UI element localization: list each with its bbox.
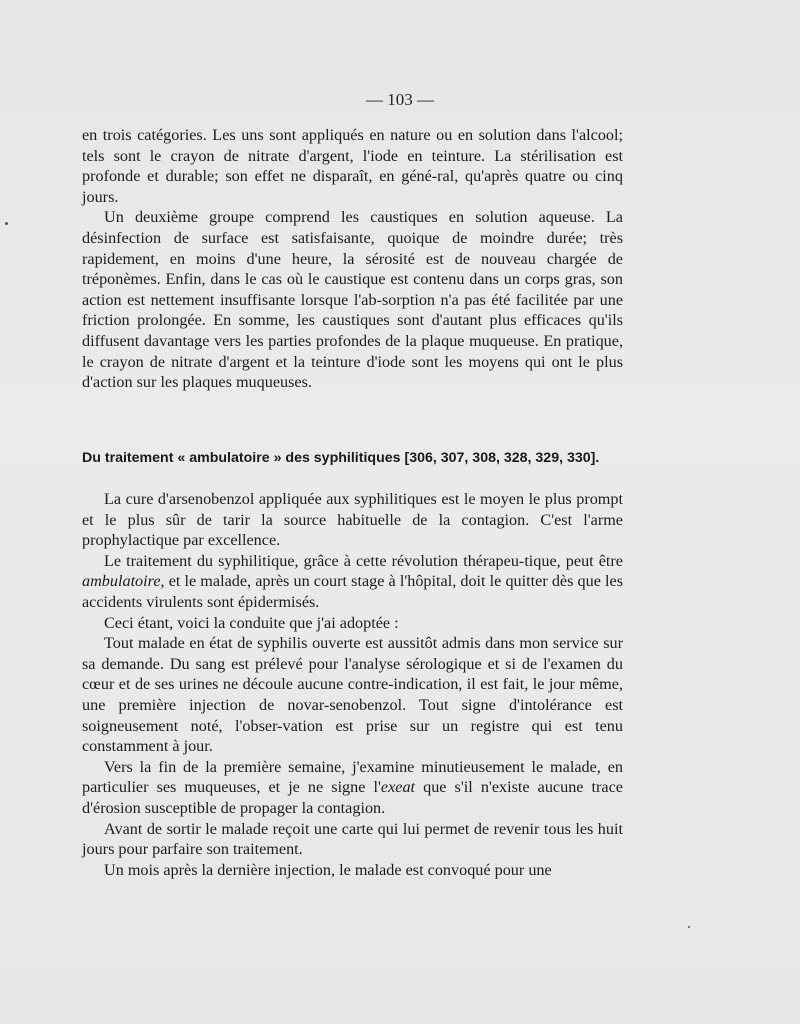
italic-term: exeat bbox=[380, 778, 416, 797]
paragraph bbox=[82, 757, 623, 819]
paragraph: Avant de sortir le malade reçoit une carte qui lui permet de revenir tous les huit jours pour parfaire son traitement. bbox=[82, 819, 623, 859]
text-block-top bbox=[82, 125, 623, 393]
paragraph: Ceci étant, voici la conduite que j'ai adoptée : bbox=[104, 613, 399, 632]
paragraph: Tout malade en état de syphilis ouverte est aussitôt admis dans mon service sur sa demande. Du sang est prélevé pour l'analyse sérologique et si de l'examen du cœur et de ses urines ne découle aucune contre-indication, il est fait, le jour même, une première injection de novar-senobenzol. Tout signe d'intolérance est soigneusement noté, l'obser-vation est prise sur un registre qui est tenu constamment à jour. bbox=[82, 634, 623, 756]
page-number: — 103 — bbox=[366, 90, 434, 109]
paragraph-text: Vers la fin de la première semaine, j'examine minutieusement le malade, en particulier ses muqueuses, et je ne signe l' bbox=[82, 757, 623, 797]
paragraph: La cure d'arsenobenzol appliquée aux syphilitiques est le moyen le plus prompt et le plus sûr de tarir la source habituelle de la contagion. C'est l'arme prophylactique par excellence. bbox=[82, 490, 623, 550]
paragraph-text: , et le malade, après un court stage à l'hôpital, doit le quitter dès que les accidents virulents sont épidermisés. bbox=[82, 572, 623, 611]
paragraph: Un deuxième groupe comprend les caustiques en solution aqueuse. La désinfection de surface est satisfaisante, quoique de moindre durée; très rapidement, en moins d'une heure, la sérosité est de nouveau chargée de tréponèmes. Enfin, dans le cas où le caustique est contenu dans un corps gras, son action est nettement insuffisante lorsque l'ab-sorption n'a pas été facilitée par une friction prolongée. En somme, les caustiques sont d'autant plus efficaces qu'ils diffusent davantage vers les parties profondes de la plaque muqueuse. En pratique, le crayon de nitrate d'argent et la teinture d'iode sont les moyens qui ont le plus d'action sur les plaques muqueuses. bbox=[82, 208, 623, 392]
paragraph-text: Le traitement du syphilitique, grâce à cette révolution thérapeu-tique, peut être bbox=[104, 551, 623, 570]
paper-speck bbox=[5, 222, 8, 225]
paragraph: Un mois après la dernière injection, le malade est convoqué pour une bbox=[104, 860, 552, 879]
section-heading-title: Du traitement « ambulatoire » des syphilitiques bbox=[82, 450, 401, 466]
paragraph bbox=[82, 551, 623, 613]
paper-speck bbox=[688, 926, 690, 928]
text-block-bottom bbox=[82, 489, 623, 880]
section-heading-references: [306, 307, 308, 328, 329, 330]. bbox=[404, 450, 600, 466]
italic-term: ambulatoire bbox=[82, 572, 161, 591]
section-heading bbox=[82, 450, 642, 466]
paragraph-text: que s'il n'existe aucune trace d'érosion susceptible de propager la contagion. bbox=[82, 778, 623, 817]
paragraph: en trois catégories. Les uns sont appliqués en nature ou en solution dans l'alcool; tels sont le crayon de nitrate d'argent, l'iode en teinture. La stérilisation est profonde et durable; son effet ne disparaît, en géné-ral, qu'après quatre ou cinq jours. bbox=[82, 126, 623, 206]
